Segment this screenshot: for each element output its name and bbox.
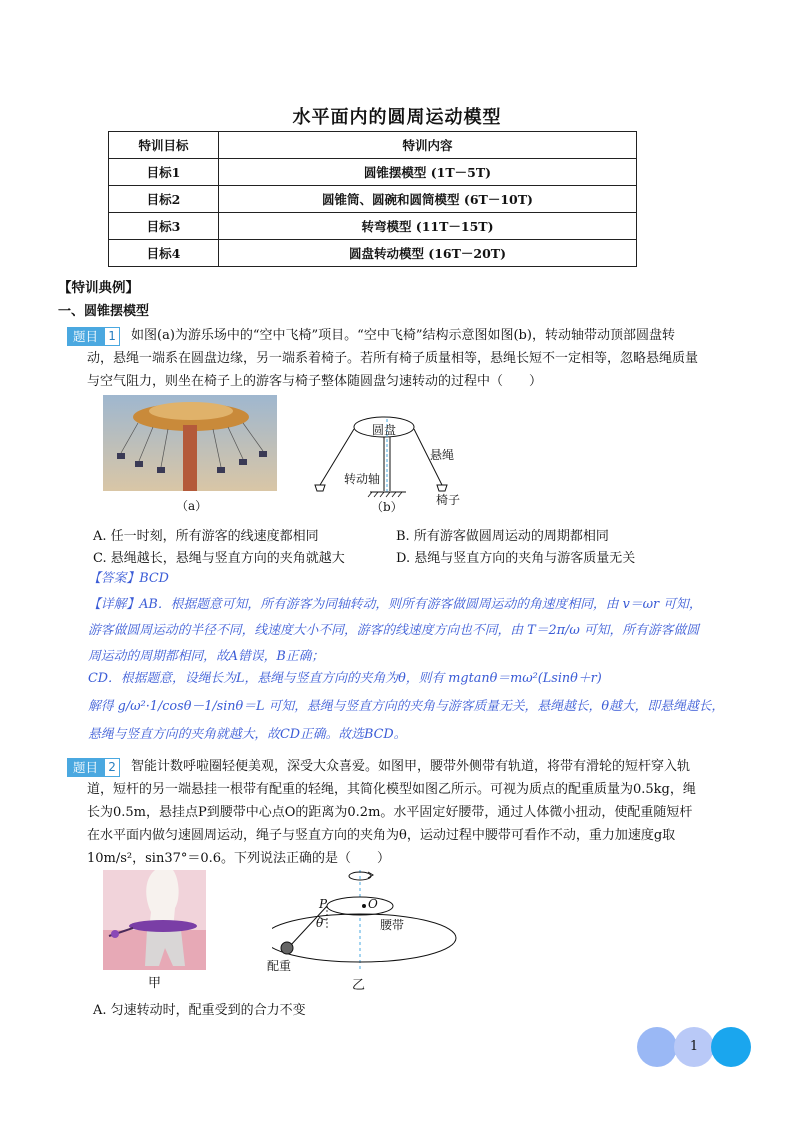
weight-label: 配重 — [267, 959, 292, 973]
figure-a-caption: （a） — [176, 499, 208, 513]
q1-line-1: 如图(a)为游乐场中的“空中飞椅”项目。“空中飞椅”结构示意图如图(b)，转动轴带动顶部圆盘转 — [131, 328, 675, 343]
table-cell: 目标2 — [109, 186, 219, 213]
figure-jia-caption: 甲 — [148, 976, 162, 991]
table-row — [109, 186, 637, 213]
page-decoration-circle — [711, 1027, 751, 1067]
detail-line-5: 解得 g/ω²·1/cosθ－1/sinθ＝L 可知，悬绳与竖直方向的夹角与游客质量无关，悬绳越长，θ越大，即悬绳越长， — [88, 699, 725, 714]
rope-label: 悬绳 — [430, 448, 455, 462]
page-number: 1 — [674, 1027, 714, 1067]
answer: 【答案】BCD — [88, 571, 169, 586]
table-header-cell: 特训内容 — [219, 132, 637, 159]
swing-ride-photo — [103, 395, 277, 491]
q2-line-4: 在水平面内做匀速圆周运动，绳子与竖直方向的夹角为θ，运动过程中腰带可看作不动，重力加速度g取 — [87, 828, 676, 843]
subsection-heading: 一、圆锥摆模型 — [58, 304, 150, 319]
hula-hoop-diagram — [272, 866, 466, 974]
theta-label: θ — [316, 916, 324, 930]
table-cell: 目标4 — [109, 240, 219, 267]
page-title: 水平面内的圆周运动模型 — [292, 107, 502, 128]
question-number: 2 — [104, 758, 120, 777]
detail-line-6: 悬绳与竖直方向的夹角就越大，故CD正确。故选BCD。 — [88, 727, 407, 742]
table-cell: 圆锥摆模型 (1T－5T) — [219, 159, 637, 186]
option-c: C. 悬绳越长，悬绳与竖直方向的夹角就越大 — [93, 551, 345, 566]
option-b: B. 所有游客做圆周运动的周期都相同 — [396, 529, 609, 544]
q2-line-2: 道，短杆的另一端悬挂一根带有配重的轻绳，其简化模型如图乙所示。可视为质点的配重质量为0.5kg，绳 — [87, 782, 696, 797]
q2-line-1: 智能计数呼啦圈轻便美观，深受大众喜爱。如图甲，腰带外侧带有轨道，将带有滑轮的短杆穿入轨 — [131, 759, 691, 774]
page-decoration-circle — [637, 1027, 677, 1067]
hula-hoop-photo — [103, 870, 206, 970]
table-cell: 转弯模型 (11T－15T) — [219, 213, 637, 240]
swing-ride-illustration — [103, 395, 277, 491]
detail-line-2: 游客做圆周运动的半径不同，线速度大小不同，游客的线速度方向也不同，由 T＝2π/ω 可知，所有游客做圆 — [88, 623, 700, 638]
table-cell: 圆盘转动模型 (16T－20T) — [219, 240, 637, 267]
q1-line-2: 动，悬绳一端系在圆盘边缘，另一端系着椅子。若所有椅子质量相等，悬绳长短不一定相等，忽略悬绳质量 — [87, 351, 699, 366]
question-number: 1 — [104, 327, 120, 346]
point-p-label: P — [319, 897, 328, 911]
belt-label: 腰带 — [380, 918, 405, 932]
question-tag-label: 题目 — [67, 758, 104, 777]
point-o-label: O — [368, 897, 378, 911]
disc-label: 圆盘 — [372, 423, 397, 437]
question-tag — [67, 758, 120, 777]
detail-line-4: CD．根据题意，设绳长为L，悬绳与竖直方向的夹角为θ，则有 mgtanθ＝mω²(Lsinθ＋r) — [88, 671, 602, 686]
goal-table — [108, 131, 637, 267]
q2-line-3: 长为0.5m，悬挂点P到腰带中心点O的距离为0.2m。水平固定好腰带，通过人体微小扭动，使配重随短杆 — [87, 805, 693, 820]
table-row — [109, 159, 637, 186]
question-tag — [67, 327, 120, 346]
table-row — [109, 213, 637, 240]
question-tag-label: 题目 — [67, 327, 104, 346]
q1-line-3: 与空气阻力，则坐在椅子上的游客与椅子整体随圆盘匀速转动的过程中（ ） — [87, 374, 543, 389]
option-a: A. 匀速转动时，配重受到的合力不变 — [93, 1003, 306, 1018]
table-cell: 目标1 — [109, 159, 219, 186]
axis-label: 转动轴 — [344, 472, 381, 486]
option-d: D. 悬绳与竖直方向的夹角与游客质量无关 — [396, 551, 636, 566]
table-row — [109, 240, 637, 267]
table-cell: 目标3 — [109, 213, 219, 240]
chair-label: 椅子 — [436, 493, 461, 507]
figure-b-caption: （b） — [371, 500, 403, 514]
option-a: A. 任一时刻，所有游客的线速度都相同 — [93, 529, 319, 544]
figure-yi-caption: 乙 — [352, 978, 366, 993]
q2-line-5: 10m/s²，sin37°＝0.6。下列说法正确的是（ ） — [87, 851, 391, 866]
detail-line-1: 【详解】AB．根据题意可知，所有游客为同轴转动，则所有游客做圆周运动的角速度相同，由 v＝ωr 可知， — [88, 597, 702, 612]
table-cell: 圆锥筒、圆碗和圆筒模型 (6T－10T) — [219, 186, 637, 213]
detail-line-3: 周运动的周期都相同，故A错误，B正确； — [88, 649, 325, 664]
table-header-cell: 特训目标 — [109, 132, 219, 159]
section-heading: 【特训典例】 — [58, 280, 139, 296]
goal-table-header — [109, 132, 637, 159]
